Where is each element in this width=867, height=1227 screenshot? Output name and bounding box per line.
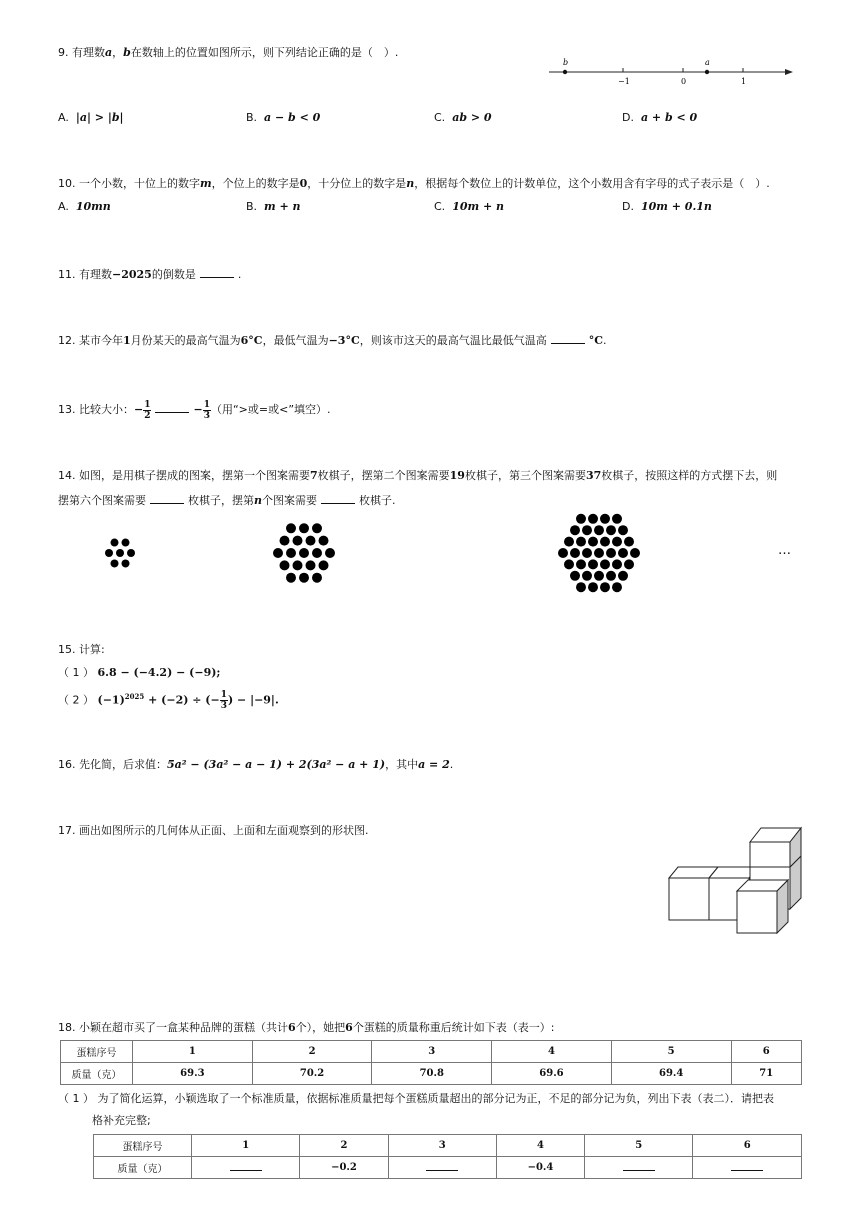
chess-piece-dot xyxy=(600,582,610,592)
q9-option-a: A. |a| > |b| xyxy=(58,111,124,124)
q9-option-c: C. ab > 0 xyxy=(434,111,492,124)
chess-piece-dot xyxy=(325,548,335,558)
chess-piece-dot xyxy=(319,536,329,546)
chess-piece-dot xyxy=(576,514,586,524)
answer-blank[interactable] xyxy=(551,333,585,344)
chess-piece-dot xyxy=(122,539,130,547)
chess-piece-dot xyxy=(299,548,309,558)
chess-pattern-figure xyxy=(90,510,810,600)
question-18-part1-line1: （ 1 ） 为了简化运算，小颖选取了一个标准质量，依据标准质量把每个蛋糕质量超出的部分记为正，不足的部分记为负，列出下表（表二）．请把表 xyxy=(58,1092,774,1105)
chess-piece-dot xyxy=(588,559,598,569)
chess-piece-dot xyxy=(606,525,616,535)
question-18-part1-line2: 格补充完整; xyxy=(92,1114,151,1127)
question-13: 13. 比较大小：− $\frac{1}{2}$ − $\frac{1}{3}$ （用“>或=或<”填空）. xyxy=(58,399,331,421)
chess-piece-dot xyxy=(293,560,303,570)
chess-piece-dot xyxy=(630,548,640,558)
fraction-half: $\frac{1}{2}$ xyxy=(144,399,151,421)
chess-piece-dot xyxy=(624,537,634,547)
chess-piece-dot xyxy=(606,571,616,581)
chess-piece-dot xyxy=(594,548,604,558)
answer-blank[interactable] xyxy=(321,493,355,504)
chess-piece-dot xyxy=(618,571,628,581)
tick-label-0: 0 xyxy=(681,77,687,86)
chess-piece-dot xyxy=(612,537,622,547)
var-b: b xyxy=(123,46,131,59)
q9-option-b: B. a − b < 0 xyxy=(246,111,321,124)
q10-option-a: A. 10mn xyxy=(58,200,111,213)
table-row: 质量（克） 69.3 70.2 70.8 69.6 69.4 71 xyxy=(61,1063,802,1085)
table-row: 蛋糕序号 1 2 3 4 5 6 xyxy=(61,1041,802,1063)
chess-piece-dot xyxy=(600,559,610,569)
chess-piece-dot xyxy=(111,559,119,567)
answer-blank[interactable] xyxy=(200,267,234,278)
chess-piece-dot xyxy=(105,549,113,557)
question-16: 16. 先化简，后求值：5a² − (3a² − a − 1) + 2(3a² − a + 1)，其中a = 2. xyxy=(58,758,454,771)
question-10-stem: 10. 一个小数，十位上的数字m，个位上的数字是0，十分位上的数字是n，根据每个数位上的计数单位，这个小数用含有字母的式子表示是（ ）. xyxy=(58,177,770,190)
label-a: a xyxy=(705,58,710,67)
q10-option-c: C. 10m + n xyxy=(434,200,505,213)
answer-blank[interactable] xyxy=(155,402,189,413)
chess-piece-dot xyxy=(312,548,322,558)
row-header: 蛋糕序号 xyxy=(94,1135,192,1157)
chess-piece-dot xyxy=(312,523,322,533)
chess-piece-dot xyxy=(618,548,628,558)
chess-piece-dot xyxy=(570,571,580,581)
q10-option-b: B. m + n xyxy=(246,200,301,213)
fill-blank-cell[interactable] xyxy=(693,1157,802,1179)
row-header: 质量（克） xyxy=(61,1063,133,1085)
chess-piece-dot xyxy=(588,582,598,592)
chess-piece-dot xyxy=(280,560,290,570)
chess-piece-dot xyxy=(600,537,610,547)
table-row: 蛋糕序号 1 2 3 4 5 6 xyxy=(94,1135,802,1157)
q9-text-post: 在数轴上的位置如图所示，则下列结论正确的是（ ）. xyxy=(130,46,399,59)
chess-piece-dot xyxy=(576,559,586,569)
chess-piece-dot xyxy=(286,548,296,558)
chess-piece-dot xyxy=(286,523,296,533)
fill-blank-cell[interactable] xyxy=(585,1157,693,1179)
chess-piece-dot xyxy=(299,573,309,583)
chess-piece-dot xyxy=(564,537,574,547)
tick-label-neg1: −1 xyxy=(618,77,630,86)
chess-piece-dot xyxy=(558,548,568,558)
chess-piece-dot xyxy=(612,514,622,524)
chess-piece-dot xyxy=(612,582,622,592)
chess-piece-dot xyxy=(286,573,296,583)
chess-piece-dot xyxy=(127,549,135,557)
fraction-third: $\frac{1}{3}$ xyxy=(203,399,210,421)
point-a xyxy=(705,70,709,74)
question-11: 11. 有理数−2025的倒数是 . xyxy=(58,268,242,281)
table-row: 质量（克） −0.2 −0.4 xyxy=(94,1157,802,1179)
question-15-part2: （ 2 ） $(-1)^{2025} + (-2)$ ÷ (− $\frac{1}{3}$ ) − |−9|. xyxy=(58,690,279,712)
chess-piece-dot xyxy=(618,525,628,535)
number-line xyxy=(545,56,795,88)
pattern-1 xyxy=(105,539,135,568)
question-17: 17. 画出如图所示的几何体从正面、上面和左面观察到的形状图. xyxy=(58,824,369,837)
chess-piece-dot xyxy=(280,536,290,546)
chess-piece-dot xyxy=(111,539,119,547)
chess-piece-dot xyxy=(582,571,592,581)
chess-piece-dot xyxy=(588,537,598,547)
answer-blank[interactable] xyxy=(150,493,184,504)
q10-option-d: D. 10m + 0.1n xyxy=(622,200,712,213)
ellipsis: … xyxy=(778,543,791,558)
cube-solid-figure xyxy=(664,825,809,937)
fill-blank-cell[interactable] xyxy=(192,1157,300,1179)
chess-piece-dot xyxy=(564,559,574,569)
chess-piece-dot xyxy=(594,525,604,535)
q9-text: 9. 有理数 xyxy=(58,46,105,59)
chess-piece-dot xyxy=(612,559,622,569)
chess-piece-dot xyxy=(273,548,283,558)
question-14-line2: 摆第六个图案需要 枚棋子，摆第n个图案需要 枚棋子. xyxy=(58,494,396,507)
chess-piece-dot xyxy=(570,525,580,535)
chess-piece-dot xyxy=(576,537,586,547)
table-two xyxy=(93,1134,802,1179)
chess-piece-dot xyxy=(312,573,322,583)
question-12: 12. 某市今年1月份某天的最高气温为6°C，最低气温为−3°C，则该市这天的最高气温比最低气温高 °C. xyxy=(58,334,607,347)
fill-blank-cell[interactable] xyxy=(388,1157,496,1179)
pattern-3 xyxy=(558,514,640,592)
q9-sep: ， xyxy=(112,46,124,59)
chess-piece-dot xyxy=(582,548,592,558)
point-b xyxy=(563,70,567,74)
tick-label-1: 1 xyxy=(741,77,747,86)
question-18-stem: 18. 小颖在超市买了一盒某种品牌的蛋糕（共计6个），她把6个蛋糕的质量称重后统计如下表（表一）: xyxy=(58,1021,555,1034)
chess-piece-dot xyxy=(116,549,124,557)
chess-piece-dot xyxy=(319,560,329,570)
chess-piece-dot xyxy=(122,559,130,567)
chess-piece-dot xyxy=(624,559,634,569)
chess-piece-dot xyxy=(594,571,604,581)
chess-piece-dot xyxy=(570,548,580,558)
label-b: b xyxy=(563,58,569,67)
chess-piece-dot xyxy=(606,548,616,558)
table-one xyxy=(60,1040,802,1085)
chess-piece-dot xyxy=(306,536,316,546)
chess-piece-dot xyxy=(306,560,316,570)
question-14-line1: 14. 如图，是用棋子摆成的图案，摆第一个图案需要7枚棋子，摆第二个图案需要19枚棋子，第三个图案需要37枚棋子，按照这样的方式摆下去，则 xyxy=(58,469,778,482)
chess-piece-dot xyxy=(576,582,586,592)
question-15-part1: （ 1 ） 6.8 − (−4.2) − (−9); xyxy=(58,666,221,679)
question-15-title: 15. 计算: xyxy=(58,643,105,656)
chess-piece-dot xyxy=(299,523,309,533)
question-9-stem xyxy=(58,46,398,60)
row-header: 质量（克） xyxy=(94,1157,192,1179)
row-header: 蛋糕序号 xyxy=(61,1041,133,1063)
chess-piece-dot xyxy=(582,525,592,535)
var-a: a xyxy=(105,46,113,59)
q9-option-d: D. a + b < 0 xyxy=(622,111,698,124)
chess-piece-dot xyxy=(600,514,610,524)
pattern-2 xyxy=(273,523,335,582)
chess-piece-dot xyxy=(588,514,598,524)
chess-piece-dot xyxy=(293,536,303,546)
